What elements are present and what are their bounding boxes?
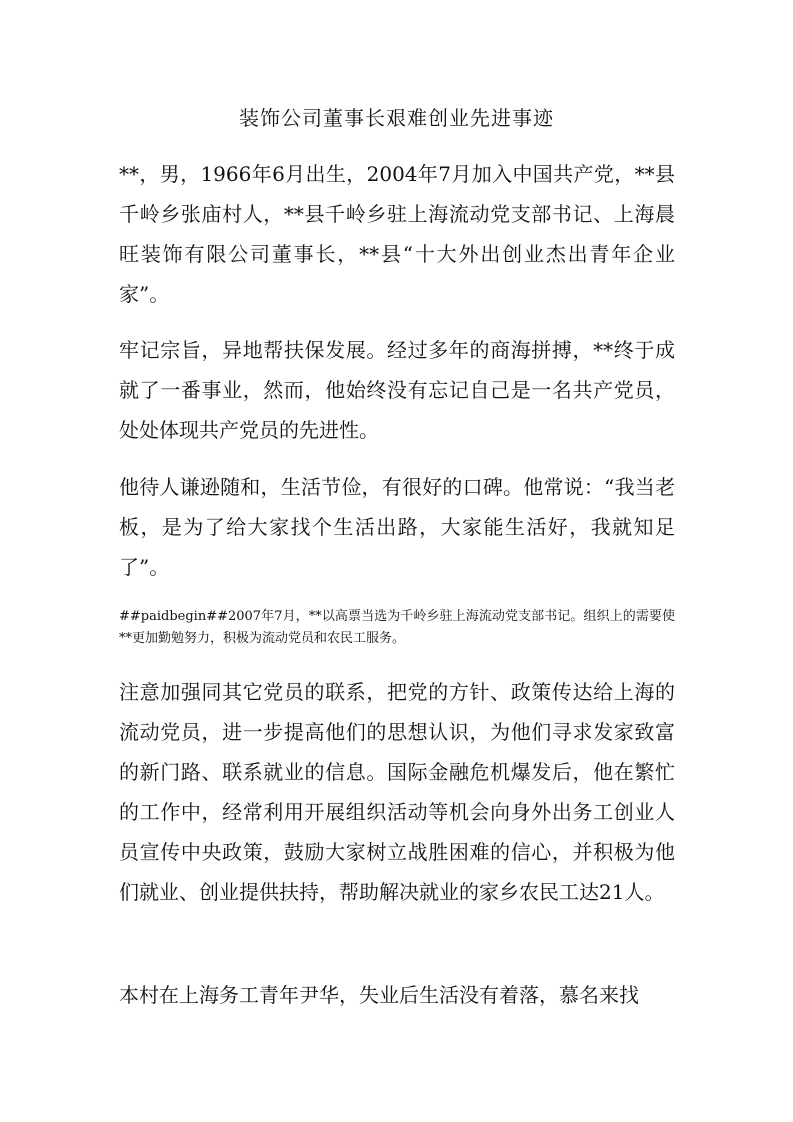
document-title: 装饰公司董事长艰难创业先进事迹 <box>239 106 554 130</box>
paragraph-profile: **，男，1966年6月出生，2004年7月加入中国共产党，**县千岭乡张庙村人，**县千岭乡驻上海流动党支部书记、上海晨旺装饰有限公司董事长，**县“十大外出创业杰出青年企业家”。 <box>119 162 675 306</box>
paragraph-election: ##paidbegin##2007年7月，**以高票当选为千岭乡驻上海流动党支部书记。组织上的需要使**更加勤勉努力，积极为流动党员和农民工服务。 <box>119 609 675 646</box>
paragraph-story: 本村在上海务工青年尹华，失业后生活没有着落，慕名来找 <box>119 983 639 1007</box>
paragraph-character: 他待人谦逊随和，生活节俭，有很好的口碑。他常说：“我当老板，是为了给大家找个生活出路，大家能生活好，我就知足了”。 <box>119 475 675 579</box>
paragraph-purpose: 牢记宗旨，异地帮扶保发展。经过多年的商海拼搏，**终于成就了一番事业，然而，他始终没有忘记自己是一名共产党员，处处体现共产党员的先进性。 <box>119 338 675 442</box>
paragraph-service: 注意加强同其它党员的联系，把党的方针、政策传达给上海的流动党员，进一步提高他们的思想认识，为他们寻求发家致富的新门路、联系就业的信息。国际金融危机爆发后，他在繁忙的工作中，经常利用开展组织活动等机会向身外出务工创业人员宣传中央政策，鼓励大家树立战胜困难的信心，并积极为他们就业、创业提供扶持，帮助解决就业的家乡农民工达21人。 <box>119 680 675 904</box>
